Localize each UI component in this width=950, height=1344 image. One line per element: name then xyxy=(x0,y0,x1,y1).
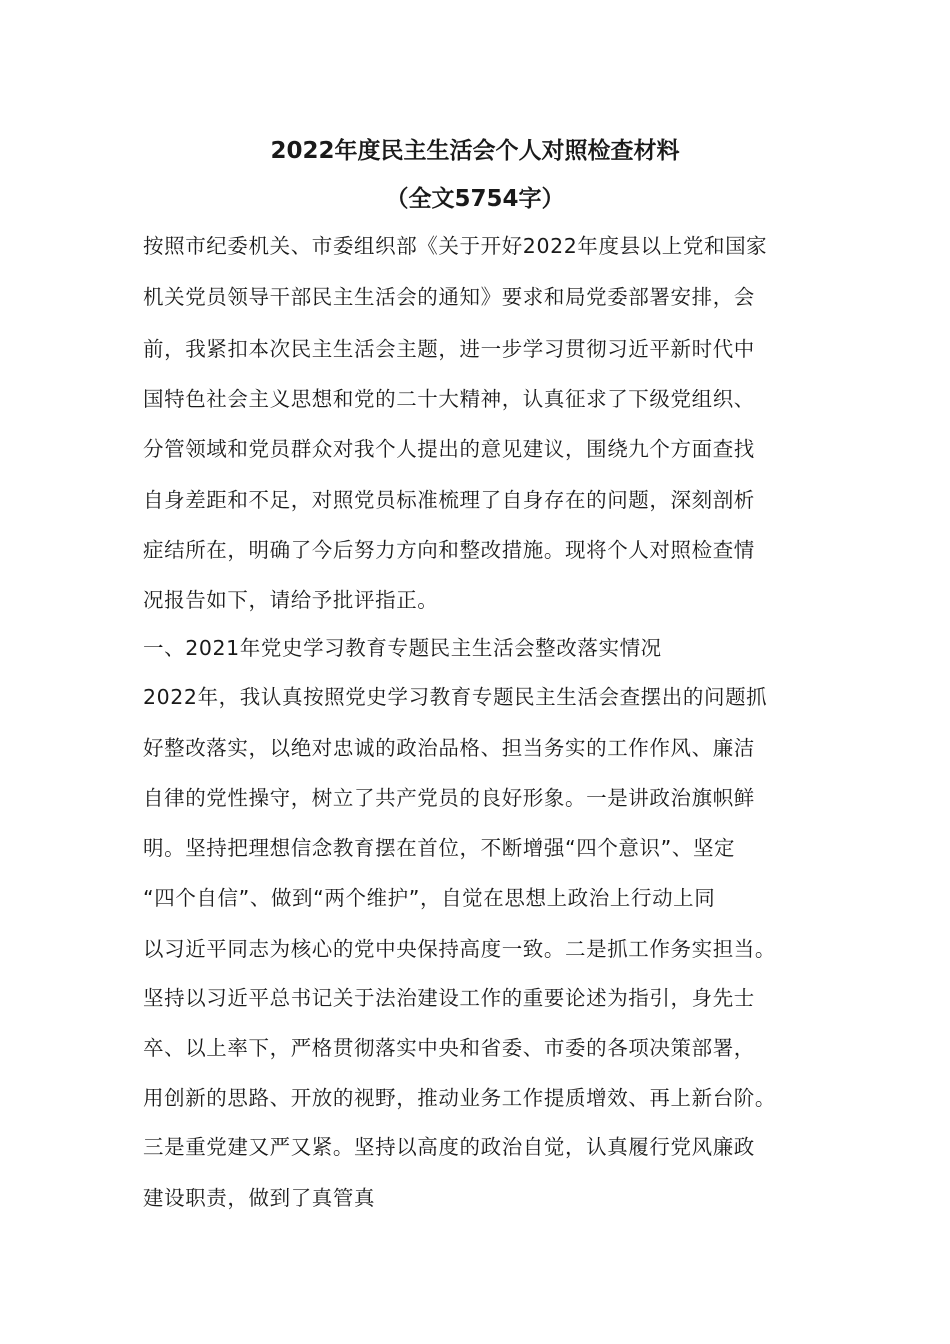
body-line: 分管领域和党员群众对我个人提出的意见建议，围绕九个方面查找 xyxy=(143,437,755,461)
body-line: 国特色社会主义思想和党的二十大精神，认真征求了下级党组织、 xyxy=(143,387,755,411)
body-line: “四个自信”、做到“两个维护”，自觉在思想上政治上行动上同 xyxy=(143,886,716,910)
body-line: 况报告如下，请给予批评指正。 xyxy=(143,588,439,612)
body-line: 自身差距和不足，对照党员标准梳理了自身存在的问题，深刻剖析 xyxy=(143,488,755,512)
body-line: 以习近平同志为核心的党中央保持高度一致。二是抓工作务实担当。 xyxy=(143,937,776,961)
body-line: 机关党员领导干部民主生活会的通知》要求和局党委部署安排，会 xyxy=(143,285,755,309)
body-line: 卒、以上率下，严格贯彻落实中央和省委、市委的各项决策部署， xyxy=(143,1036,755,1060)
body-line: 三是重党建又严又紧。坚持以高度的政治自觉，认真履行党风廉政 xyxy=(143,1135,755,1159)
body-line: 好整改落实，以绝对忠诚的政治品格、担当务实的工作作风、廉洁 xyxy=(143,736,755,760)
body-line: 建设职责，做到了真管真 xyxy=(143,1186,376,1210)
body-line: 坚持以习近平总书记关于法治建设工作的重要论述为指引，身先士 xyxy=(143,986,755,1010)
section-heading: 一、2021年党史学习教育专题民主生活会整改落实情况 xyxy=(143,636,662,660)
body-line: 自律的党性操守，树立了共产党员的良好形象。一是讲政治旗帜鲜 xyxy=(143,786,755,810)
body-line: 明。坚持把理想信念教育摆在首位，不断增强“四个意识”、坚定 xyxy=(143,836,736,860)
body-line: 症结所在，明确了今后努力方向和整改措施。现将个人对照检查情 xyxy=(143,538,755,562)
body-line: 前，我紧扣本次民主生活会主题，进一步学习贯彻习近平新时代中 xyxy=(143,337,755,361)
body-line: 用创新的思路、开放的视野，推动业务工作提质增效、再上新台阶。 xyxy=(143,1086,776,1110)
body-line: 2022年，我认真按照党史学习教育专题民主生活会查摆出的问题抓 xyxy=(143,685,768,709)
document-subtitle: （全文5754字） xyxy=(385,186,565,212)
document-title: 2022年度民主生活会个人对照检查材料 xyxy=(270,138,680,164)
body-line: 按照市纪委机关、市委组织部《关于开好2022年度县以上党和国家 xyxy=(143,234,768,258)
